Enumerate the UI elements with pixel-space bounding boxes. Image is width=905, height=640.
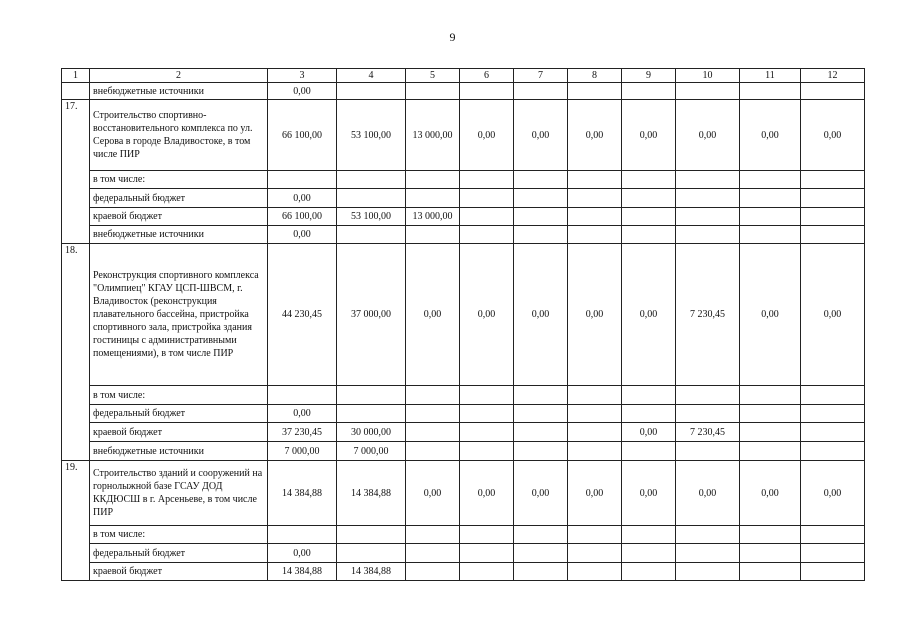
value-cell: 0,00 [676,461,740,526]
table-row [62,563,865,581]
value-cell: 0,00 [406,461,460,526]
value-cell: 37 000,00 [337,244,406,386]
value-cell: 7 000,00 [268,442,337,461]
value-cell: 0,00 [568,244,622,386]
table-row [62,386,865,405]
offbudget-label: внебюджетные источники [90,226,268,244]
value-cell: 0,00 [568,461,622,526]
header-row [62,69,865,83]
table-row [62,226,865,244]
federal-label: федеральный бюджет [90,405,268,423]
value-cell: 44 230,45 [268,244,337,386]
value-cell: 0,00 [622,423,676,442]
table-row [62,83,865,100]
value-cell: 0,00 [568,100,622,171]
project-index: 17. [62,100,90,244]
value-cell: 13 000,00 [406,100,460,171]
value-cell: 0,00 [460,244,514,386]
including-label: в том числе: [90,526,268,544]
value-cell: 0,00 [460,461,514,526]
value-cell: 66 100,00 [268,100,337,171]
value-cell: 0,00 [740,244,801,386]
table-row [62,189,865,208]
value-cell: 66 100,00 [268,208,337,226]
value-cell: 0,00 [740,461,801,526]
source-label: внебюджетные источники [90,83,268,100]
col-header: 9 [622,69,676,83]
table-row [62,171,865,189]
project-index: 18. [62,244,90,461]
project-row [62,244,865,386]
col-header: 8 [568,69,622,83]
project-row [62,461,865,526]
value-cell: 14 384,88 [268,461,337,526]
col-header: 4 [337,69,406,83]
table-row [62,208,865,226]
value-cell: 0,00 [268,189,337,208]
value-cell: 7 230,45 [676,244,740,386]
value-cell: 0,00 [406,244,460,386]
value-cell: 0,00 [801,100,865,171]
regional-label: краевой бюджет [90,208,268,226]
value-cell: 0,00 [622,244,676,386]
federal-label: федеральный бюджет [90,544,268,563]
value-cell: 7 000,00 [337,442,406,461]
value-cell: 14 384,88 [268,563,337,581]
page-number: 9 [449,30,456,44]
col-header: 12 [801,69,865,83]
value-cell: 0,00 [514,100,568,171]
offbudget-label: внебюджетные источники [90,442,268,461]
col-header: 5 [406,69,460,83]
value-cell: 0,00 [514,461,568,526]
value-cell: 0,00 [268,544,337,563]
value-cell: 0,00 [622,461,676,526]
value-cell: 0,00 [514,244,568,386]
value-cell: 0,00 [622,100,676,171]
including-label: в том числе: [90,386,268,405]
value-cell: 0,00 [740,100,801,171]
value-cell: 37 230,45 [268,423,337,442]
table-row [62,423,865,442]
regional-label: краевой бюджет [90,563,268,581]
budget-table [61,68,865,581]
value-cell: 0,00 [676,100,740,171]
col-header: 1 [62,69,90,83]
project-title: Реконструкция спортивного комплекса "Олимпиец" КГАУ ЦСП-ШВСМ, г. Владивосток (реконструкция плавательного бассейна, пристройка спортивного зала, пристройка здания гостиницы с административными помещениями), в том числе ПИР [90,244,268,386]
project-row [62,100,865,171]
value-cell: 14 384,88 [337,461,406,526]
value-cell: 0,00 [801,461,865,526]
col-header: 7 [514,69,568,83]
value-cell: 14 384,88 [337,563,406,581]
including-label: в том числе: [90,171,268,189]
index-cell [62,83,90,100]
regional-label: краевой бюджет [90,423,268,442]
value-cell: 7 230,45 [676,423,740,442]
table-row [62,526,865,544]
col-header: 11 [740,69,801,83]
table-row [62,544,865,563]
value-cell: 0,00 [268,83,337,100]
value-cell: 0,00 [801,244,865,386]
col-header: 2 [90,69,268,83]
table-row [62,442,865,461]
value-cell: 0,00 [268,405,337,423]
project-index: 19. [62,461,90,581]
project-title: Строительство спортивно-восстановительного комплекса по ул. Серова в городе Владивостоке, в том числе ПИР [90,100,268,171]
col-header: 10 [676,69,740,83]
project-title: Строительство зданий и сооружений на горнолыжной базе ГСАУ ДОД ККДЮСШ в г. Арсеньеве, в том числе ПИР [90,461,268,526]
federal-label: федеральный бюджет [90,189,268,208]
value-cell: 0,00 [268,226,337,244]
value-cell: 30 000,00 [337,423,406,442]
value-cell: 0,00 [460,100,514,171]
table-row [62,405,865,423]
col-header: 3 [268,69,337,83]
col-header: 6 [460,69,514,83]
value-cell: 53 100,00 [337,208,406,226]
value-cell: 13 000,00 [406,208,460,226]
value-cell: 53 100,00 [337,100,406,171]
